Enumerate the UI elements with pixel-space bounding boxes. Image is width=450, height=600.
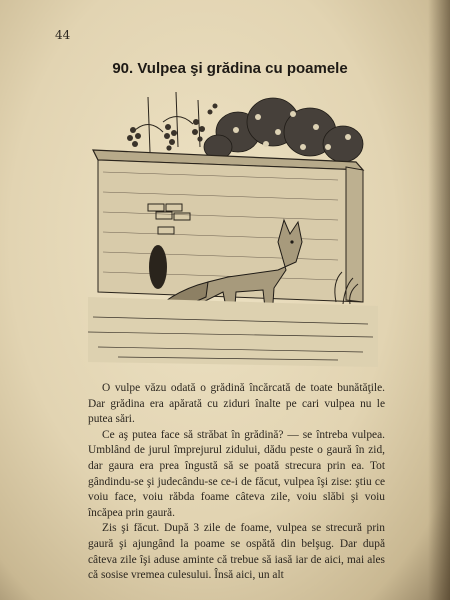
illustration-drawing (88, 92, 378, 372)
paragraph-2: Ce aş putea face să străbat în grădină? — se întreba vulpea. Umblând de jurul împrejurul zidului, dădu peste o gaură în zid, dar gaura era prea îngustă să se poată strecura prin ea. Tot gândindu-se şi judecându-se ce-i de făcut, vulpea îşi zise: ştiu ce voiu face, voiu răbda foame câteva zile, voiu slăbi şi voiu încăpea prin gaură. (88, 428, 385, 519)
page-number: 44 (55, 28, 71, 42)
paragraph-1: O vulpe văzu odată o grădină încărcată de toate bunătăţile. Dar grădina era apărată cu ziduri înalte pe cari vulpea nu le putea sări. (88, 382, 385, 426)
story-title: 90. Vulpea şi grădina cu poamele (112, 60, 348, 77)
story-text (88, 381, 385, 584)
paragraph-3: Zis şi făcut. După 3 zile de foame, vulpea se strecură prin gaură şi ajungând la poame se ospătă din belşug. Dar după câteva zile îşi aduse aminte că trebue să iasă iar de aici, mai ales că sosise vremea culesului. Însă aici, un alt (88, 522, 385, 582)
fox-and-garden-illustration (88, 92, 378, 372)
